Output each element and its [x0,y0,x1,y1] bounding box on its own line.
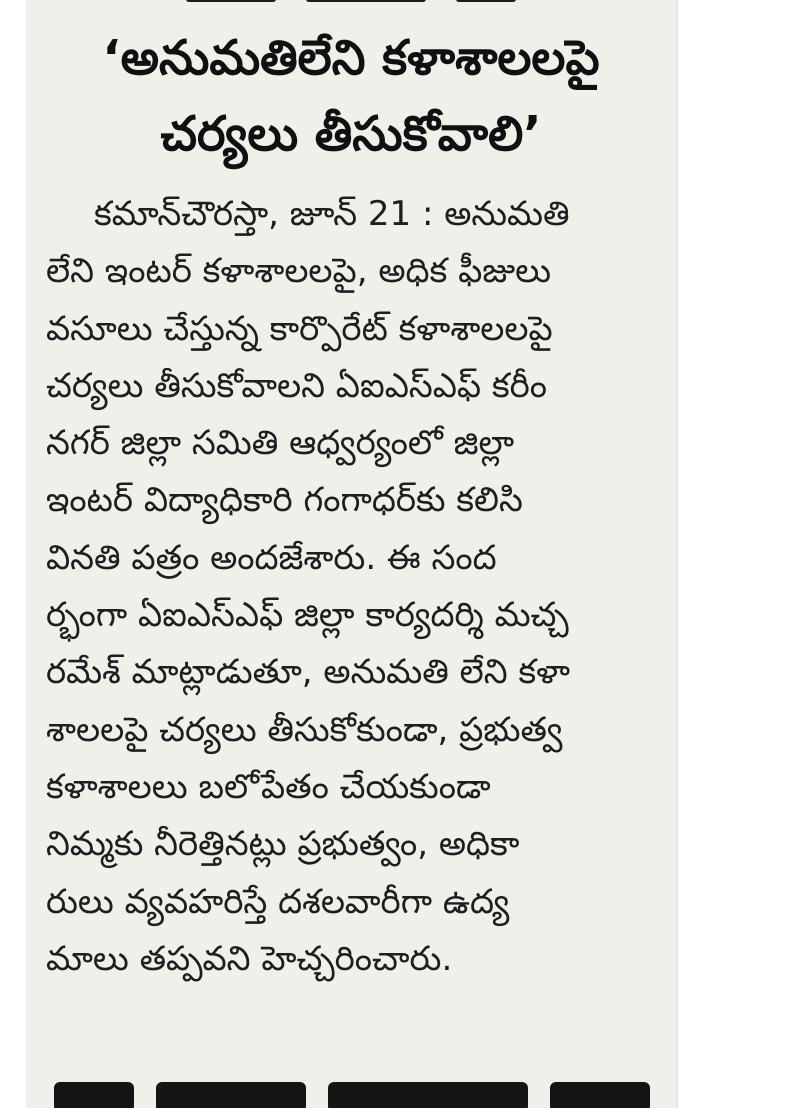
body-line: ఇంటర్ విద్యాధికారి గంగాధర్‌కు కలిసి [46,480,523,521]
cut-text-fragment [156,1082,306,1108]
body-line: నగర్ జిల్లా సమితి ఆధ్వర్యంలో జిల్లా [46,423,515,464]
article-body [46,186,658,988]
headline-line: ‘అనుమతిలేని కళాశాలలపై [102,30,600,86]
body-line: కళాశాలలు బలోపేతం చేయకుండా [46,766,491,807]
body-line: ర్భంగా ఏఐఎస్ఎఫ్ జిల్లా కార్యదర్శి మచ్చ [46,595,569,636]
clipping-edge [676,0,678,1108]
body-line: చర్యలు తీసుకోవాలని ఏఐఎస్ఎఫ్ కరీం [46,365,548,406]
cut-text-fragment [550,1082,650,1108]
previous-article-fragment [26,0,676,6]
article-headline [26,20,676,172]
body-line: లేని ఇంటర్ కళాశాలలపై, అధిక ఫీజులు [46,251,552,292]
cut-text-fragment [306,0,426,2]
headline-line: చర్యలు తీసుకోవాలి’ [160,106,542,162]
body-line: రమేశ్ మాట్లాడుతూ, అనుమతి లేని కళా [46,652,571,693]
body-line: రులు వ్యవహరిస్తే దశలవారీగా ఉద్య [46,881,510,922]
cut-text-fragment [456,0,516,2]
body-line: కమాన్‌చౌరస్తా, జూన్ 21 : అనుమతి [94,194,570,234]
cut-text-fragment [328,1082,528,1108]
body-line: శాలలపై చర్యలు తీసుకోకుండా, ప్రభుత్వ [46,709,563,750]
body-line: మాలు తప్పవని హెచ్చరించారు. [46,938,453,979]
newspaper-clipping [26,0,676,1108]
next-article-fragment [54,1082,654,1108]
body-line: నిమ్మకు నీరెత్తినట్లు ప్రభుత్వం, అధికా [46,824,520,865]
body-line: వసూలు చేస్తున్న కార్పొరేట్ కళాశాలలపై [46,308,553,349]
cut-text-fragment [186,0,276,2]
body-line: వినతి పత్రం అందజేశారు. ఈ సంద [46,537,497,578]
cut-text-fragment [54,1082,134,1108]
